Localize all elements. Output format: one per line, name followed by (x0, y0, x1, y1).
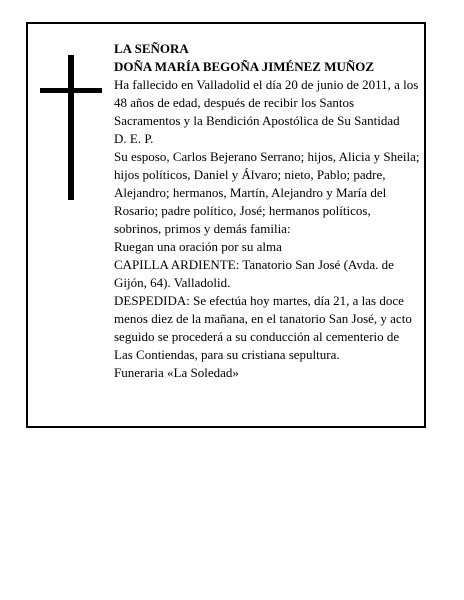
notice-text (114, 40, 420, 382)
cross-vertical-bar (68, 55, 74, 200)
obituary-notice (26, 22, 426, 428)
cross-icon (40, 55, 102, 200)
deceased-name: DOÑA MARÍA BEGOÑA JIMÉNEZ MUÑOZ (114, 59, 375, 74)
dep-line: D. E. P. (114, 131, 154, 146)
cross-horizontal-bar (40, 88, 102, 93)
farewell-info: DESPEDIDA: Se efectúa hoy martes, día 21, a las doce menos diez de la mañana, en el tanatorio San José, y acto seguido se procederá a su conducción al cementerio de Las Contiendas, para su cristiana sepultura. (114, 293, 412, 362)
death-announcement: Ha fallecido en Valladolid el día 20 de junio de 2011, a los 48 años de edad, después de recibir los Santos Sacramentos y la Bendición Apostólica de Su Santidad (114, 77, 419, 128)
chapel-info: CAPILLA ARDIENTE: Tanatorio San José (Avda. de Gijón, 64). Valladolid. (114, 257, 394, 290)
notice-heading: LA SEÑORA (114, 41, 189, 56)
prayer-request: Ruegan una oración por su alma (114, 239, 282, 254)
family-list: Su esposo, Carlos Bejerano Serrano; hijos, Alicia y Sheila; hijos políticos, Daniel y Álvaro; nieto, Pablo; padre, Alejandro; hermanos, Martín, Alejandro y María del Rosario; padre político, José; hermanos políticos, sobrinos, primos y demás familia: (114, 149, 420, 236)
funeral-home: Funeraria «La Soledad» (114, 365, 239, 380)
